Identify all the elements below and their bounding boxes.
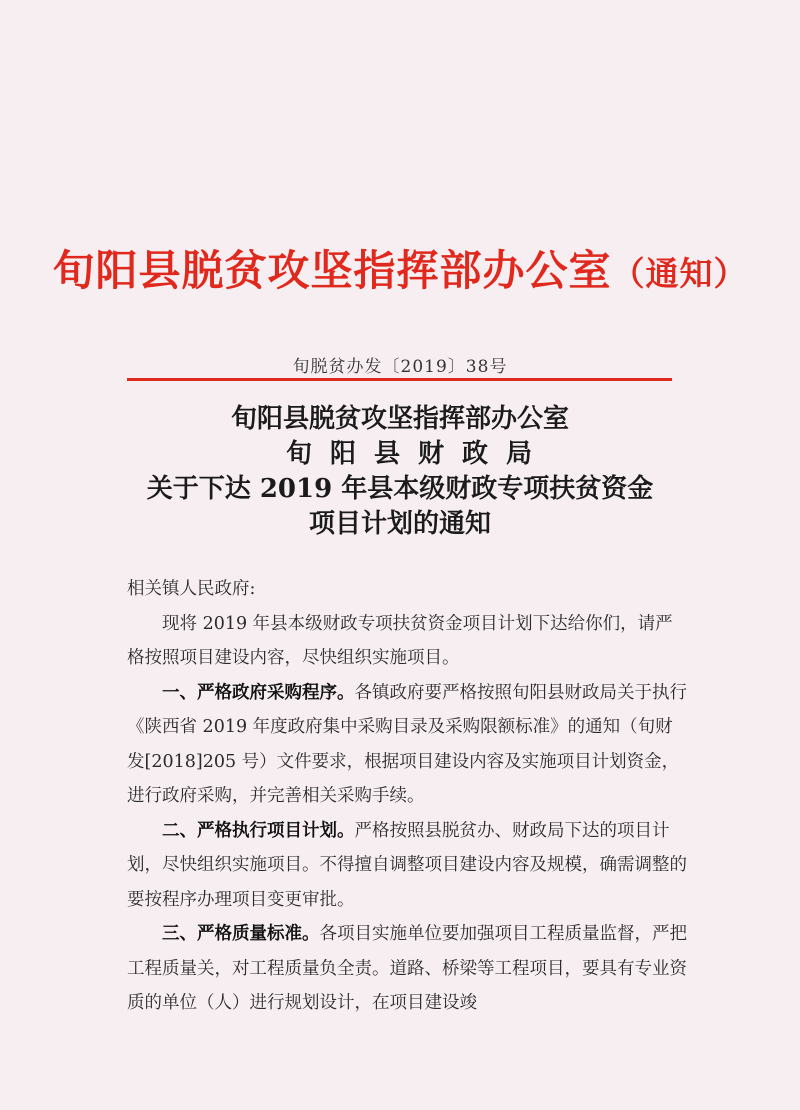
document-number: 旬脱贫办发〔2019〕38号 — [292, 357, 508, 377]
section-3-text: 各项目实施单位要加强项目工程质量监督，严把工程质量关，对工程质量负全责。道路、桥梁等工程项目，要具有专业资质的单位（人）进行规划设计，在项目建设竣 — [127, 924, 687, 1013]
section-2 — [127, 814, 687, 918]
title-line-2: 旬阳县财政局 — [285, 439, 550, 469]
section-1-heading: 一、严格政府采购程序。 — [162, 682, 355, 703]
intro-paragraph: 现将 2019 年县本级财政专项扶贫资金项目计划下达给你们，请严格按照项目建设内容，尽快组织实施项目。 — [127, 613, 673, 668]
document-body — [127, 572, 687, 1021]
document-header — [0, 238, 800, 298]
section-2-heading: 二、严格执行项目计划。 — [162, 820, 355, 841]
issuing-office: 旬阳县脱贫攻坚指挥部办公室 — [52, 246, 612, 295]
red-divider-line — [127, 378, 672, 381]
section-3 — [127, 917, 687, 1021]
section-3-heading: 三、严格质量标准。 — [162, 924, 320, 944]
section-2-text: 严格按照县脱贫办、财政局下达的项目计划，尽快组织实施项目。不得擅自调整项目建设内容及规模，确需调整的要按程序办理项目变更审批。 — [127, 820, 687, 910]
section-1 — [127, 676, 687, 814]
section-1-text: 各镇政府要严格按照旬阳县财政局关于执行《陕西省 2019 年度政府集中采购目录及采购限额标准》的通知（旬财发[2018]205 号）文件要求，根据项目建设内容及实施项目计划资金，进行政府采购，并完善相关采购手续。 — [127, 682, 687, 806]
document-type: 通知 — [645, 254, 714, 293]
document-type-open: （ — [611, 254, 646, 293]
title-line-1: 旬阳县脱贫攻坚指挥部办公室 — [230, 404, 569, 434]
document-type-close: ） — [713, 254, 748, 293]
title-line-3: 关于下达 2019 年县本级财政专项扶贫资金 — [146, 474, 654, 504]
salutation: 相关镇人民政府: — [127, 579, 256, 599]
title-line-4: 项目计划的通知 — [308, 509, 491, 539]
